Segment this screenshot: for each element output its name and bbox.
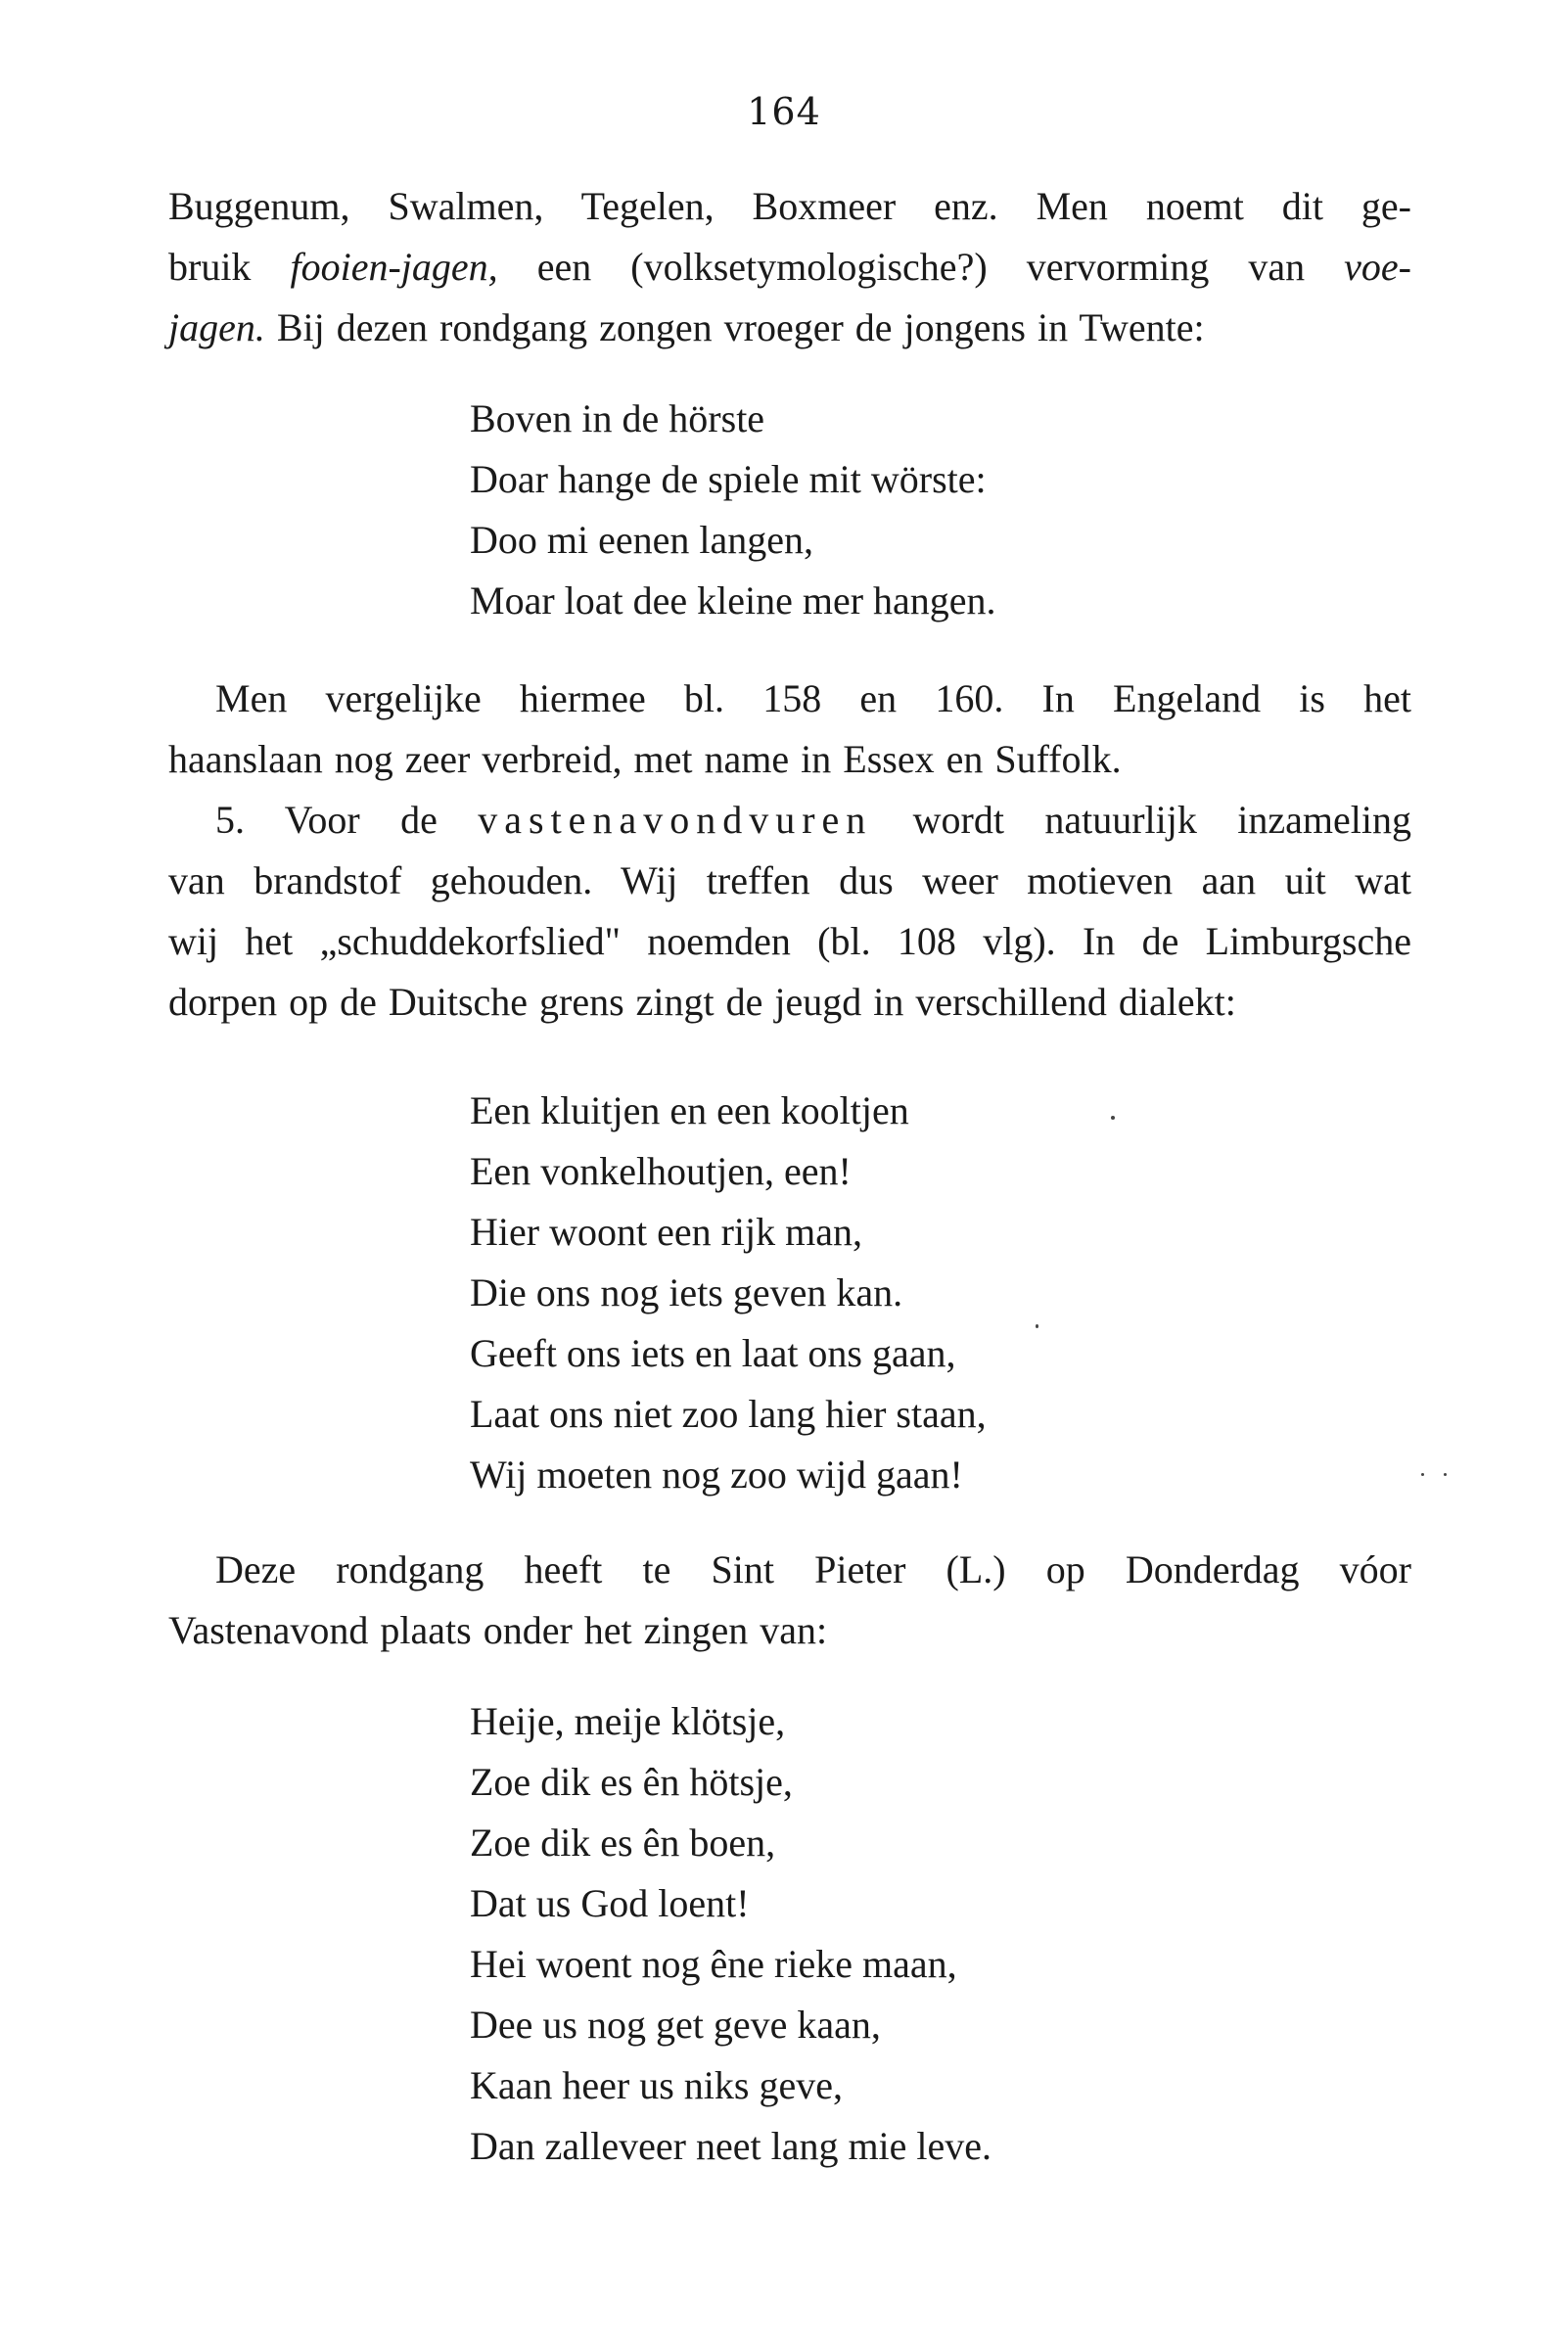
verse-line: Hei woent nog êne rieke maan, — [470, 1942, 957, 1986]
verse-line: Die ons nog iets geven kan. — [470, 1270, 903, 1314]
text-line — [168, 790, 1411, 851]
text-run: bruik — [168, 245, 291, 289]
text-line: Buggenum, Swalmen, Tegelen, Boxmeer enz. Men noemt dit ge- — [168, 184, 1411, 228]
scan-speck — [1111, 1116, 1115, 1120]
verse-twente — [470, 389, 996, 631]
verse-line: Wij moeten nog zoo wijd gaan! — [470, 1452, 963, 1497]
text-line: wij het „schuddekorfslied" noemden (bl. 108 vlg). In de Limburgsche — [168, 919, 1411, 963]
text-line: Deze rondgang heeft te Sint Pieter (L.) op Donderdag vóor — [215, 1547, 1411, 1591]
text-run: een (volksetymologische?) vervorming van — [497, 245, 1345, 289]
verse-line: Boven in de hörste — [470, 396, 765, 440]
verse-line: Dee us nog get geve kaan, — [470, 2003, 881, 2047]
text-line: Vastenavond plaats onder het zingen van: — [168, 1608, 828, 1652]
verse-line: Geeft ons iets en laat ons gaan, — [470, 1331, 956, 1375]
scan-speck — [1444, 1473, 1447, 1476]
verse-line: Moar loat dee kleine mer hangen. — [470, 578, 996, 622]
text-line — [168, 237, 1411, 298]
text-line: Men vergelijke hiermee bl. 158 en 160. In Engeland is het — [215, 676, 1411, 720]
text-line: dorpen op de Duitsche grens zingt de jeugd in verschillend dialekt: — [168, 980, 1236, 1024]
verse-line: Doar hange de spiele mit wörste: — [470, 457, 987, 501]
verse-line: Een kluitjen en een kooltjen — [470, 1088, 909, 1132]
paragraph-sint-pieter — [168, 1540, 1411, 1661]
page-number: 164 — [747, 90, 821, 133]
italic-term: voe- — [1344, 245, 1411, 289]
verse-line: Heije, meije klötsje, — [470, 1699, 786, 1743]
verse-line: Een vonkelhoutjen, een! — [470, 1149, 852, 1193]
text-line — [168, 298, 1411, 358]
verse-line: Dat us God loent! — [470, 1881, 750, 1925]
verse-line: Zoe dik es ên boen, — [470, 1821, 776, 1865]
verse-line: Doo mi eenen langen, — [470, 518, 813, 562]
italic-term: fooien-jagen, — [290, 245, 498, 289]
italic-term: jagen. — [168, 305, 265, 349]
verse-line: Zoe dik es ên hötsje, — [470, 1760, 793, 1804]
verse-limburg — [470, 1081, 987, 1505]
text-run: Bij dezen rondgang zongen vroeger de jongens in Twente: — [264, 305, 1205, 349]
verse-line: Kaan heer us niks geve, — [470, 2063, 843, 2107]
scan-speck — [1036, 1324, 1038, 1328]
verse-sint-pieter — [470, 1691, 992, 2177]
paragraph-fooien-jagen — [168, 176, 1411, 358]
verse-line: Dan zalleveer neet lang mie leve. — [470, 2124, 992, 2168]
text-line: van brandstof gehouden. Wij treffen dus weer motieven aan uit wat — [168, 858, 1411, 902]
text-run: 5. Voor de — [215, 798, 479, 842]
spaced-term: vastenavondvuren — [478, 798, 873, 842]
text-run: wordt natuurlijk inzameling — [872, 798, 1411, 842]
scan-speck — [1421, 1473, 1424, 1476]
paragraph-vastenavondvuren — [168, 668, 1411, 1033]
text-line: haanslaan nog zeer verbreid, met name in Essex en Suffolk. — [168, 737, 1122, 781]
verse-line: Laat ons niet zoo lang hier staan, — [470, 1392, 987, 1436]
verse-line: Hier woont een rijk man, — [470, 1210, 862, 1254]
